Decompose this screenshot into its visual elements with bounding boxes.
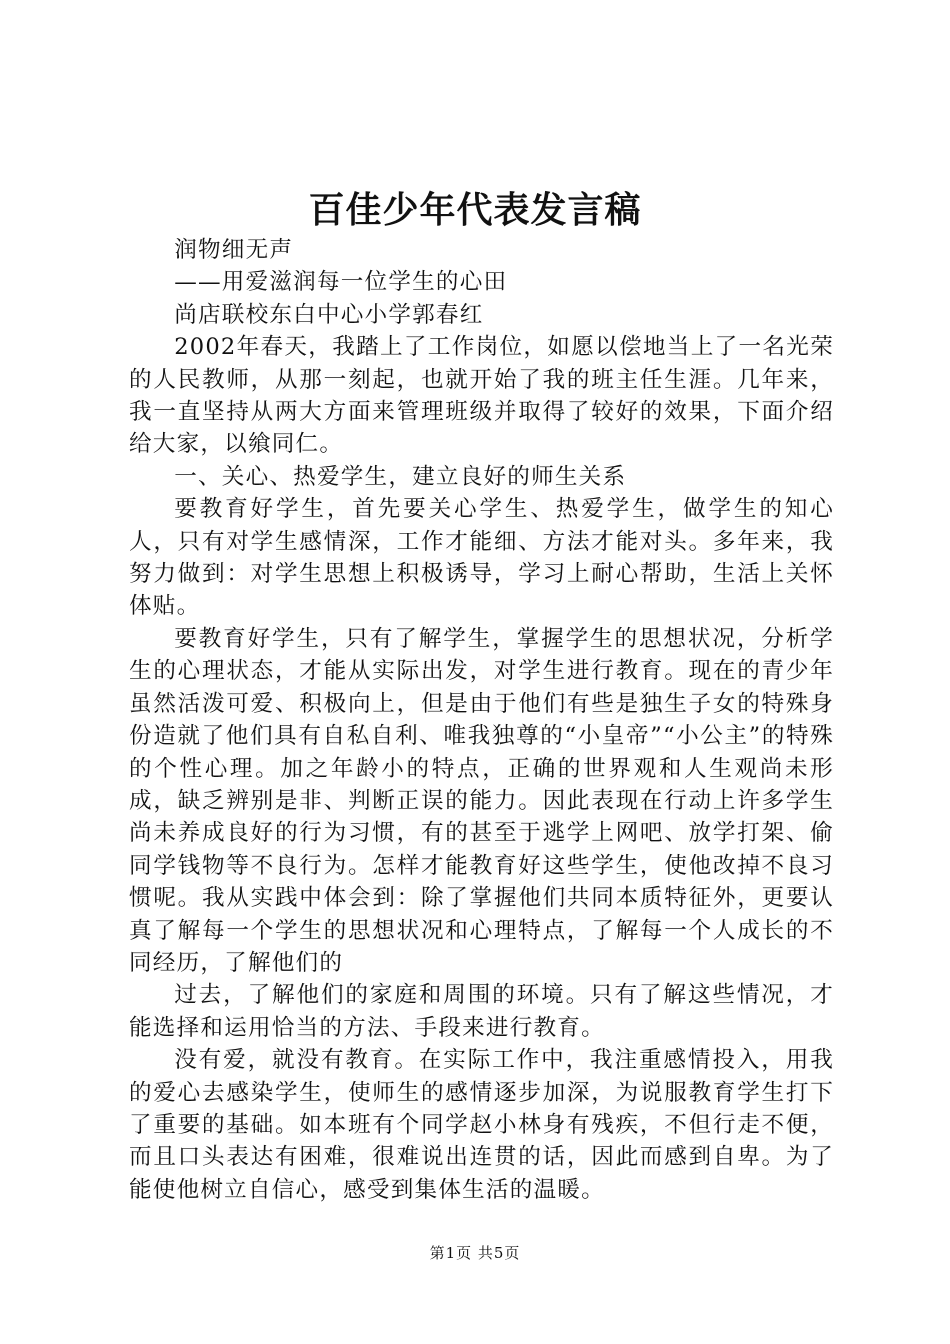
paragraph: 要教育好学生，首先要关心学生、热爱学生，做学生的知心人，只有对学生感情深，工作才能细、方法才能对头。多年来，我努力做到：对学生思想上积极诱导，学习上耐心帮助，生活上关怀体贴。 [129,496,834,620]
section-heading: 一、关心、热爱学生，建立良好的师生关系 [174,463,627,490]
paragraph: 要教育好学生，只有了解学生，掌握学生的思想状况，分析学生的心理状态，才能从实际出发，对学生进行教育。现在的青少年虽然活泼可爱、积极向上，但是由于他们有些是独生子女的特殊身份造就了他们具有自私自利、唯我独尊的“小皇帝”“小公主”的特殊的个性心理。加之年龄小的特点，正确的世界观和人生观尚未形成，缺乏辨别是非、判断正误的能力。因此表现在行动上许多学生尚未养成良好的行为习惯，有的甚至于逃学上网吧、放学打架、偷同学钱物等不良行为。怎样才能教育好这些学生，使他改掉不良习惯呢。我从实践中体会到：除了掌握他们共同本质特征外，更要认真了解每一个学生的思想状况和心理特点，了解每一个人成长的不同经历，了解他们的 [129,625,834,976]
page-number-footer: 第1页 共5页 [429,1244,521,1262]
paragraph: 2002年春天，我踏上了工作岗位，如愿以偿地当上了一名光荣的人民教师，从那一刻起，也就开始了我的班主任生涯。几年来，我一直坚持从两大方面来管理班级并取得了较好的效果，下面介绍给大家，以飨同仁。 [129,334,834,458]
document-title: 百佳少年代表发言稿 [308,189,642,231]
document-body [129,234,834,1206]
paragraph: 过去，了解他们的家庭和周围的环境。只有了解这些情况，才能选择和运用恰当的方法、手段来进行教育。 [129,982,834,1041]
subtitle-heading: 润物细无声 [174,237,294,263]
subtitle-line: ——用爱滋润每一位学生的心田 [174,269,508,296]
author-line: 尚店联校东白中心小学郭春红 [174,301,484,328]
paragraph: 没有爱，就没有教育。在实际工作中，我注重感情投入，用我的爱心去感染学生，使师生的感情逐步加深，为说服教育学生打下了重要的基础。如本班有个同学赵小林身有残疾，不但行走不便，而且口头表达有困难，很难说出连贯的话，因此而感到自卑。为了能使他树立自信心，感受到集体生活的温暖。 [129,1047,834,1203]
